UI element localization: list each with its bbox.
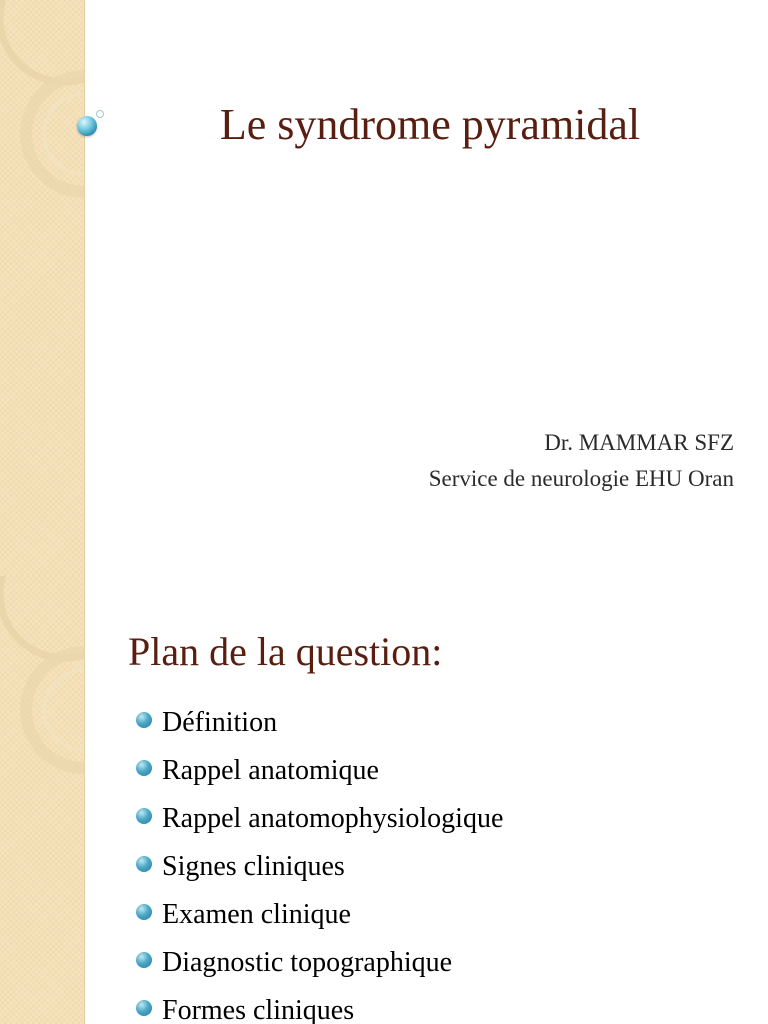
author-name: Dr. MAMMAR SFZ — [544, 430, 734, 455]
list-item-label: Examen clinique — [162, 899, 351, 930]
author-affiliation: Service de neurologie EHU Oran — [428, 466, 734, 491]
decorative-circles — [0, 0, 84, 576]
decorative-side-band — [0, 0, 85, 576]
bullet-icon — [136, 712, 152, 728]
list-item — [136, 795, 503, 843]
list-item-label: Rappel anatomophysiologique — [162, 803, 504, 834]
list-item — [136, 939, 503, 987]
bullet-icon — [136, 760, 152, 776]
bullet-icon — [136, 856, 152, 872]
plan-list — [136, 699, 503, 1024]
list-item-label: Formes cliniques — [162, 995, 355, 1024]
list-item-label: Signes cliniques — [162, 851, 345, 882]
bullet-icon — [136, 808, 152, 824]
slide-title: Le syndrome pyramidal — [219, 100, 641, 149]
list-item-label: Rappel anatomique — [162, 755, 379, 786]
bullet-icon — [136, 1000, 152, 1016]
decorative-side-band — [0, 576, 85, 1024]
list-item — [136, 987, 503, 1024]
bullet-icon — [136, 904, 152, 920]
list-item-label: Diagnostic topographique — [162, 947, 453, 978]
decorative-circles — [0, 576, 84, 1024]
plan-slide — [0, 576, 768, 1024]
section-heading: Plan de la question: — [128, 629, 443, 674]
blue-orb-icon — [77, 116, 97, 136]
list-item — [136, 843, 503, 891]
list-item — [136, 747, 503, 795]
bullet-icon — [136, 952, 152, 968]
list-item — [136, 891, 503, 939]
list-item-label: Définition — [162, 707, 278, 738]
author-block — [429, 425, 734, 497]
list-item — [136, 699, 503, 747]
